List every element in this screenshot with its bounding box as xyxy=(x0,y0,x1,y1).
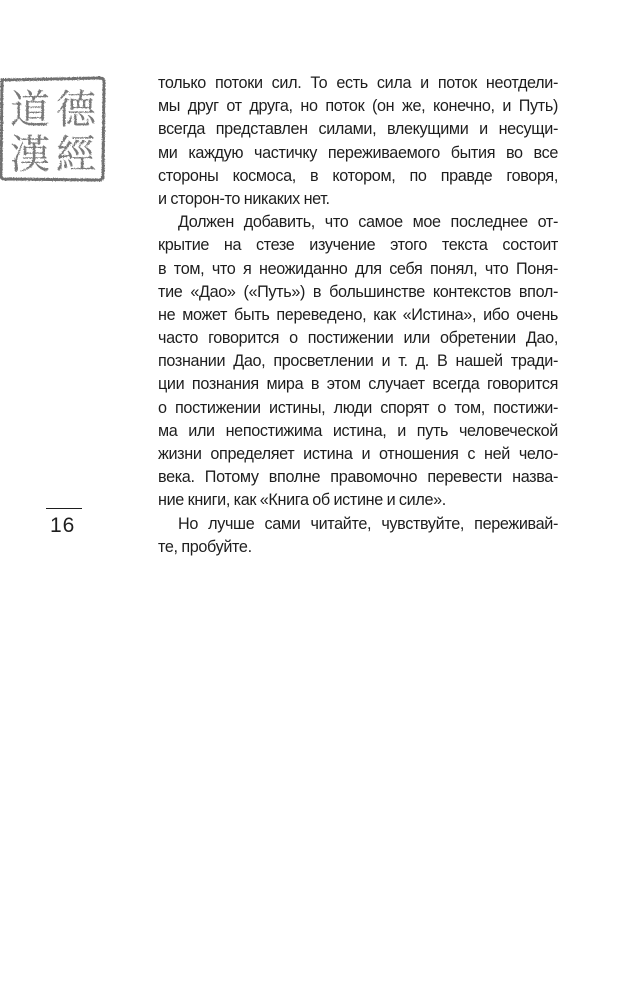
text-line: и сторон-то никаких нет. xyxy=(158,189,330,208)
text-line: познании Дао, просветлении и т. д. В нашей тради- xyxy=(158,352,558,371)
text-line: крытие на стезе изучение этого текста состоит xyxy=(158,236,558,255)
text-line: мы друг от друга, но поток (он же, конечно, и Путь) xyxy=(158,97,558,116)
seal-stamp xyxy=(0,76,106,182)
text-line: ние книги, как «Книга об истине и силе». xyxy=(158,491,446,510)
text-line: ма или непостижима истина, и путь человеческой xyxy=(158,421,558,440)
seal-glyph: 德 xyxy=(56,87,96,133)
text-line: тие «Дао» («Путь») в большинстве контекстов впол- xyxy=(158,282,558,301)
paragraph xyxy=(158,513,558,559)
text-line: в том, что я неожиданно для себя понял, что Поня- xyxy=(158,259,558,278)
paragraph xyxy=(158,72,558,211)
seal-glyph: 經 xyxy=(56,132,96,178)
page-number-rule xyxy=(46,508,82,509)
seal-glyph: 漢 xyxy=(10,132,50,178)
body-text xyxy=(158,72,558,559)
text-line: только потоки сил. То есть сила и поток неотдели- xyxy=(158,74,558,92)
seal-glyph: 道 xyxy=(10,87,50,133)
page-number: 16 xyxy=(50,514,76,537)
paragraph xyxy=(158,211,558,512)
text-line: те, пробуйте. xyxy=(158,537,252,556)
seal-stamp-graphic xyxy=(0,76,106,182)
text-line: часто говорится о постижении или обретении Дао, xyxy=(158,329,558,348)
text-line: о постижении истины, люди спорят о том, постижи- xyxy=(158,398,558,417)
text-line: Но лучше сами читайте, чувствуйте, переживай- xyxy=(178,514,558,533)
text-line: Должен добавить, что самое мое последнее от- xyxy=(178,213,558,232)
text-line: ции познания мира в этом случает всегда говорится xyxy=(158,375,558,394)
text-line: всегда представлен силами, влекущими и несущи- xyxy=(158,120,558,139)
text-line: жизни определяет истина и отношения с ней чело- xyxy=(158,445,558,463)
text-line: ми каждую частичку переживаемого бытия во все xyxy=(158,143,558,162)
text-line: века. Потому вполне правомочно перевести назва- xyxy=(158,468,558,487)
text-line: не может быть переведено, как «Истина», ибо очень xyxy=(158,305,558,324)
text-line: стороны космоса, в котором, по правде говоря, xyxy=(158,166,558,185)
